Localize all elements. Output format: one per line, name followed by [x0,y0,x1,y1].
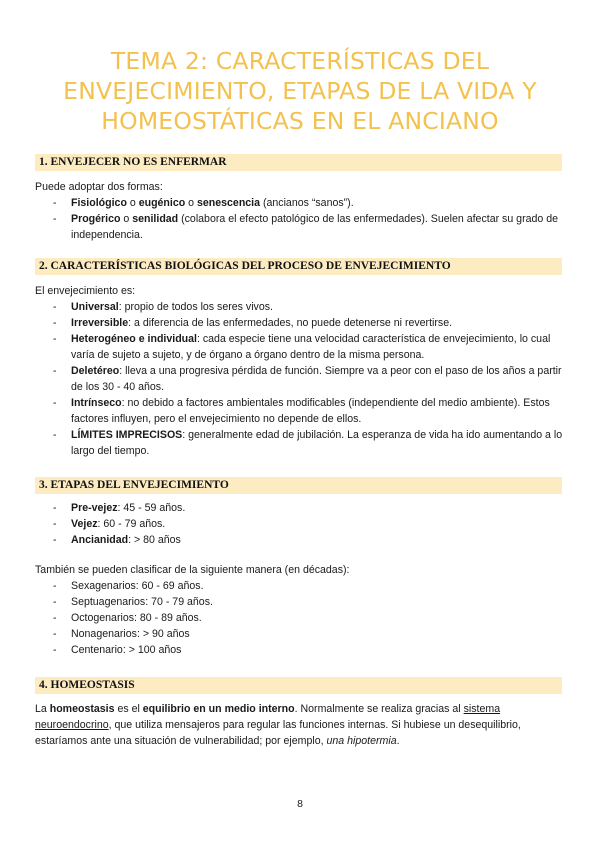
title-line-1: TEMA 2: CARACTERÍSTICAS DEL [110,47,490,75]
term: eugénico [138,197,186,209]
section-3-stages [35,500,565,548]
list-item [35,211,565,243]
section-2-body [35,283,565,459]
description: (colabora el efecto patológico de las enfermedades). Suelen afectar su grado de independencia. [71,213,559,241]
decade-text: Sexagenarios: 60 - 69 años. [71,580,204,592]
section-1-body [35,179,565,243]
dash-bullet: - [53,518,57,530]
list-item [35,532,565,548]
dash-bullet: - [53,213,57,225]
connector: o [120,213,133,225]
description: : lleva a una progresiva pérdida de función. Siempre va a peor con el paso de los años a partir de los 30 - 40 años. [71,365,562,393]
term: Pre-vejez [71,502,118,514]
section-1-intro: Puede adoptar dos formas: [35,181,163,193]
dash-bullet: - [53,397,57,409]
term: Fisiológico [71,197,127,209]
description: (ancianos “sanos”). [260,197,354,209]
section-heading-1: 1. ENVEJECER NO ES ENFERMAR [35,154,562,171]
decades-intro: También se pueden clasificar de la siguiente manera (en décadas): [35,564,350,576]
dash-bullet: - [53,612,57,624]
underlined-term: sistema neuroendocrino [35,703,501,731]
list-item [35,610,565,626]
term: Intrínseco [71,397,122,409]
list-item [35,516,565,532]
dash-bullet: - [53,301,57,313]
list-item [35,331,565,363]
section-2-intro: El envejecimiento es: [35,285,136,297]
description: : no debido a factores ambientales modificables (independiente del medio ambiente). Estos factores influyen, pero el envejecimiento no depende de ellos. [71,397,550,425]
decades-list [35,578,565,658]
term: Heterogéneo e individual [71,333,197,345]
list-item [35,315,565,331]
dash-bullet: - [53,580,57,592]
description: : 45 - 59 años. [117,502,186,514]
homeostasis-paragraph: La homeostasis es el equilibrio en un medio interno. Normalmente se realiza gracias al sistema neuroendocrino, que utiliza mensajeros para regular las funciones internas. Si hubiese un desequilibrio, estaríamos ante una situación de vulnerabilidad; por ejemplo, una hipotermia. [35,703,521,747]
term: homeostasis [49,703,115,715]
description: : 60 - 79 años. [97,518,166,530]
section-1-list [35,195,565,243]
list-item [35,299,565,315]
dash-bullet: - [53,644,57,656]
section-4-body [35,701,565,749]
decade-text: Octogenarios: 80 - 89 años. [71,612,202,624]
term: Deletéreo [71,365,120,377]
dash-bullet: - [53,365,57,377]
description: : generalmente edad de jubilación. La esperanza de vida ha ido aumentando a lo largo del tiempo. [71,429,563,457]
section-3-decades [35,562,565,658]
list-item [35,363,565,395]
decade-text: Centenario: > 100 años [71,644,182,656]
dash-bullet: - [53,596,57,608]
dash-bullet: - [53,534,57,546]
description: : a diferencia de las enfermedades, no puede detenerse ni revertirse. [128,317,453,329]
italic-example: una hipotermia [326,735,397,747]
description: : cada especie tiene una velocidad característica de envejecimiento, lo cual varía de sujeto a sujeto, y de órgano a órgano dentro de la misma persona. [71,333,551,361]
dash-bullet: - [53,429,57,441]
list-item [35,195,565,211]
connector: o [185,197,197,209]
section-2-list [35,299,565,459]
term: LÍMITES IMPRECISOS [71,429,183,441]
term: Ancianidad [71,534,129,546]
stages-list [35,500,565,548]
term: senilidad [132,213,179,225]
list-item [35,594,565,610]
list-item [35,395,565,427]
description: : propio de todos los seres vivos. [118,301,273,313]
term: equilibrio en un medio interno [142,703,295,715]
dash-bullet: - [53,333,57,345]
term: Universal [71,301,119,313]
decade-text: Septuagenarios: 70 - 79 años. [71,596,213,608]
decade-text: Nonagenarios: > 90 años [71,628,190,640]
section-heading-4: 4. HOMEOSTASIS [35,677,562,694]
dash-bullet: - [53,502,57,514]
term: senescencia [197,197,261,209]
section-heading-2: 2. CARACTERÍSTICAS BIOLÓGICAS DEL PROCESO DE ENVEJECIMIENTO [35,258,562,275]
term: Irreversible [71,317,129,329]
list-item [35,578,565,594]
list-item [35,626,565,642]
page-title [30,46,570,136]
dash-bullet: - [53,628,57,640]
term: Vejez [71,518,98,530]
title-line-2: ENVEJECIMIENTO, ETAPAS DE LA VIDA Y [63,77,537,105]
section-heading-3: 3. ETAPAS DEL ENVEJECIMIENTO [35,477,562,494]
term: Progérico [71,213,121,225]
connector: o [126,197,139,209]
list-item [35,427,565,459]
dash-bullet: - [53,317,57,329]
list-item [35,500,565,516]
description: : > 80 años [128,534,181,546]
dash-bullet: - [53,197,57,209]
page-number: 8 [297,798,303,810]
list-item [35,642,565,658]
title-line-3: HOMEOSTÁTICAS EN EL ANCIANO [101,107,499,135]
